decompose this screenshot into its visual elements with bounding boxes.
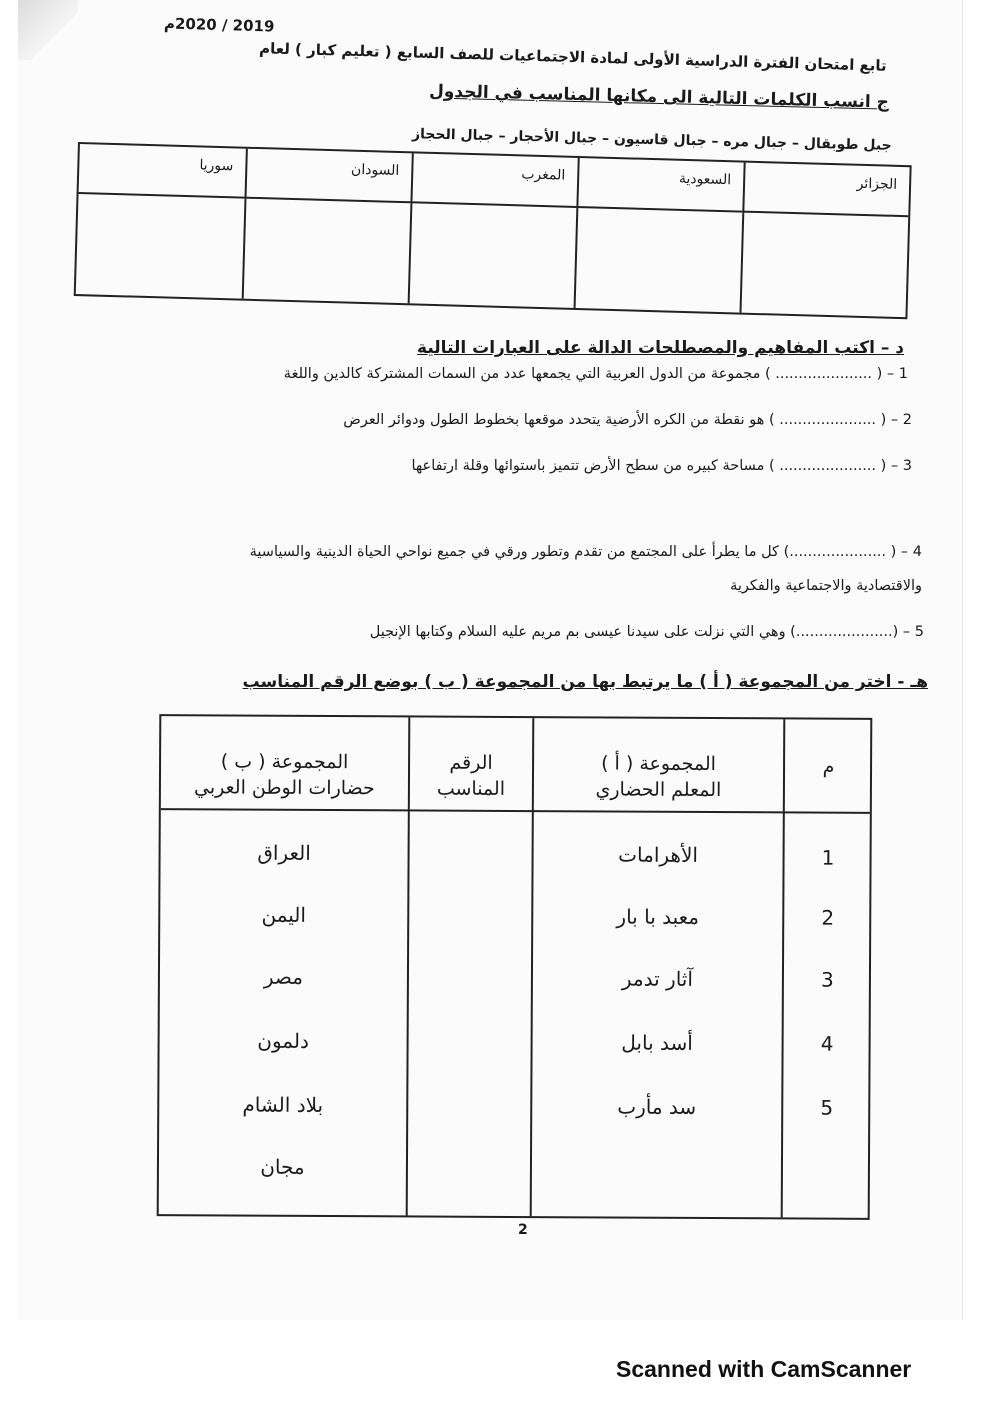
- table-header-cell: المغرب: [410, 153, 577, 208]
- group-a-item: آثار تدمر: [621, 966, 694, 991]
- answer-cell[interactable]: [408, 203, 577, 308]
- header-answer-title: الرقم: [449, 751, 493, 774]
- row-number: 1: [821, 845, 835, 870]
- group-b-item: العراق: [257, 840, 311, 865]
- header-answer-subtitle: المناسب: [436, 777, 506, 800]
- section-c-title: ج انسب الكلمات التالية الى مكانها المناسب في الجدول: [428, 81, 890, 113]
- row-number: 3: [821, 967, 834, 992]
- header-group-b-subtitle: حضارات الوطن العربي: [194, 776, 375, 800]
- header-group-b: [161, 748, 408, 801]
- group-b-item: مصر: [263, 964, 304, 989]
- answer-cell[interactable]: [739, 213, 908, 318]
- question-item: 5 – (.....................) وهي التي نزلت على سيدنا عيسى بم مريم عليه السلام وكتابها الإنجيل: [369, 624, 924, 640]
- header-num: م: [822, 755, 835, 778]
- table-header-cell: السعودية: [576, 158, 743, 213]
- section-c-word-bank: جبل طوبقال – جبال مره – جبال قاسيون – جبال الأحجار – جبال الحجاز: [412, 126, 893, 154]
- header-group-a: [534, 750, 783, 803]
- header-group-a-subtitle: المعلم الحضاري: [595, 778, 722, 802]
- section-e-title: هـ - اختر من المجموعة ( أ ) ما يرتبط بها من المجموعة ( ب ) بوضع الرقم المناسب: [242, 672, 928, 692]
- group-a-item: الأهرامات: [618, 842, 699, 867]
- group-a-item: معبد با بار: [616, 904, 700, 929]
- answer-cell[interactable]: [76, 194, 245, 299]
- group-b-item: بلاد الشام: [242, 1092, 324, 1117]
- table-header-cell: سوريا: [79, 144, 246, 199]
- group-b-item: دلمون: [257, 1028, 309, 1053]
- mountains-table: [74, 142, 912, 319]
- exam-header-year: 2019 / 2020م: [163, 14, 275, 36]
- matching-table: [157, 714, 873, 1220]
- page-fold: [18, 0, 78, 60]
- header-answer: [410, 749, 532, 802]
- group-b-item: اليمن: [261, 902, 307, 927]
- row-number: 4: [820, 1031, 834, 1056]
- header-divider: [161, 808, 870, 814]
- question-item-continuation: والاقتصادية والاجتماعية والفكرية: [730, 578, 922, 594]
- header-group-a-title: المجموعة ( أ ): [601, 752, 717, 776]
- question-item: 3 – ( ..................... ) مساحة كبيره من سطح الأرض تتميز باستوائها وقلة ارتفاعها: [411, 458, 912, 474]
- answer-cell[interactable]: [574, 208, 743, 313]
- section-d-title: د – اكتب المفاهيم والمصطلحات الدالة على العبارات التالية: [417, 338, 904, 358]
- group-a-item: سد مأرب: [617, 1094, 697, 1119]
- header-group-b-title: المجموعة ( ب ): [220, 750, 349, 774]
- answer-cell[interactable]: [242, 199, 411, 304]
- exam-header-title: تابع امتحان الفترة الدراسية الأولى لمادة الاجتماعيات للصف السابع ( تعليم كبار ) لعام: [259, 39, 888, 75]
- camscanner-watermark: Scanned with CamScanner: [616, 1356, 912, 1382]
- row-number: 2: [821, 905, 835, 930]
- group-a-item: أسد بابل: [621, 1030, 693, 1055]
- table-header-cell: السودان: [244, 149, 411, 204]
- question-item: 4 – ( .....................) كل ما يطرأ على المجتمع من تقدم وتطور ورقي في جميع نواحي الحياة الدينية والسياسية: [249, 544, 922, 560]
- question-item: 2 – ( ..................... ) هو نقطة من الكره الأرضية يتحدد موقعها بخطوط الطول ودوائر العرض: [343, 412, 912, 428]
- page-number: 2: [518, 1222, 528, 1238]
- row-number: 5: [820, 1095, 834, 1120]
- table-header-cell: الجزائر: [742, 163, 909, 218]
- question-item: 1 – ( ..................... ) مجموعة من الدول العربية التي يجمعها عدد من السمات المشتركة كالدين واللغة: [283, 366, 908, 382]
- group-b-item: مجان: [260, 1154, 305, 1179]
